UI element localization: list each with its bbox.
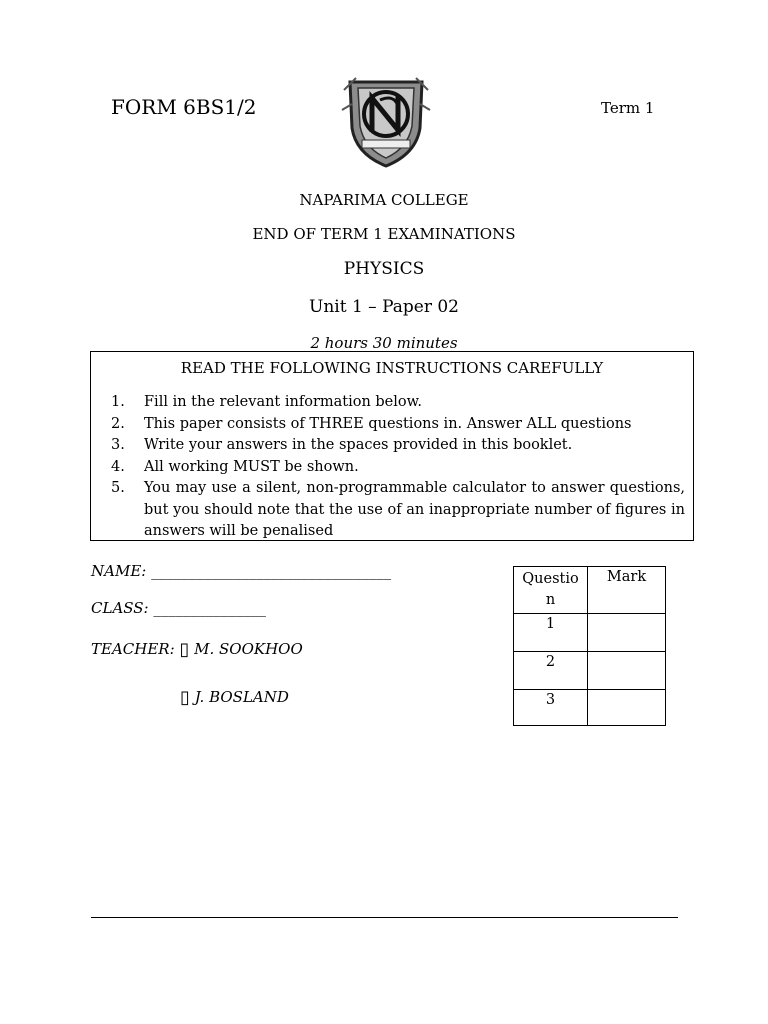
question-number: 3 <box>514 690 588 726</box>
instructions-list <box>111 392 685 543</box>
class-label: CLASS: <box>91 599 149 617</box>
question-number: 2 <box>514 652 588 690</box>
form-code: FORM 6BS1/2 <box>111 95 257 119</box>
table-row <box>514 614 666 652</box>
instructions-box <box>90 351 694 541</box>
table-row <box>514 652 666 690</box>
instruction-item <box>111 392 685 414</box>
question-number: 1 <box>514 614 588 652</box>
instructions-heading: READ THE FOLLOWING INSTRUCTIONS CAREFULLY <box>180 359 604 377</box>
checkbox-icon[interactable]: ▯ <box>179 639 190 660</box>
mark-cell[interactable] <box>588 652 666 690</box>
marks-table <box>513 566 666 726</box>
exam-duration: 2 hours 30 minutes <box>310 334 458 352</box>
teacher-option-2: J. BOSLAND <box>194 688 289 706</box>
mark-cell[interactable] <box>588 690 666 726</box>
college-name: NAPARIMA COLLEGE <box>299 191 469 209</box>
instruction-number: 2. <box>111 415 125 432</box>
instruction-text: You may use a silent, non-programmable calculator to answer questions, but you should note that the use of an inappropriate number of figures in answers will be penalised <box>144 480 685 539</box>
checkbox-icon[interactable]: ▯ <box>180 687 190 708</box>
teacher-option-1: M. SOOKHOO <box>194 640 303 658</box>
school-crest-icon <box>336 70 436 170</box>
instruction-text: All working MUST be shown. <box>144 458 359 475</box>
instruction-text: This paper consists of THREE questions in. Answer ALL questions <box>144 415 632 432</box>
mark-cell[interactable] <box>588 614 666 652</box>
teacher-label: TEACHER: <box>91 640 175 658</box>
instruction-item <box>111 414 685 436</box>
name-label: NAME: <box>91 562 147 580</box>
instruction-item <box>111 478 685 543</box>
instruction-text: Write your answers in the spaces provided in this booklet. <box>144 437 573 453</box>
instruction-number: 5. <box>111 480 125 496</box>
subject-title: PHYSICS <box>343 259 425 279</box>
instruction-number: 3. <box>111 437 125 453</box>
instruction-item <box>111 435 685 457</box>
table-row <box>514 690 666 726</box>
instruction-item <box>111 457 685 479</box>
instruction-number: 1. <box>111 394 125 410</box>
instruction-text: Fill in the relevant information below. <box>144 394 422 410</box>
column-header-question: Questio n <box>514 567 588 614</box>
term-label: Term 1 <box>601 99 655 117</box>
name-field[interactable] <box>91 562 391 580</box>
exam-title: END OF TERM 1 EXAMINATIONS <box>252 225 516 243</box>
teacher-field <box>91 638 303 659</box>
column-header-mark: Mark <box>588 567 666 614</box>
instruction-number: 4. <box>111 458 125 475</box>
teacher-option-2-row <box>180 686 289 707</box>
footer-divider <box>91 917 678 918</box>
paper-title: Unit 1 – Paper 02 <box>309 297 459 317</box>
class-field[interactable] <box>91 599 266 617</box>
table-header-row <box>514 567 666 614</box>
class-blank[interactable]: _______________ <box>153 599 266 617</box>
name-blank[interactable]: ________________________________ <box>151 562 392 580</box>
